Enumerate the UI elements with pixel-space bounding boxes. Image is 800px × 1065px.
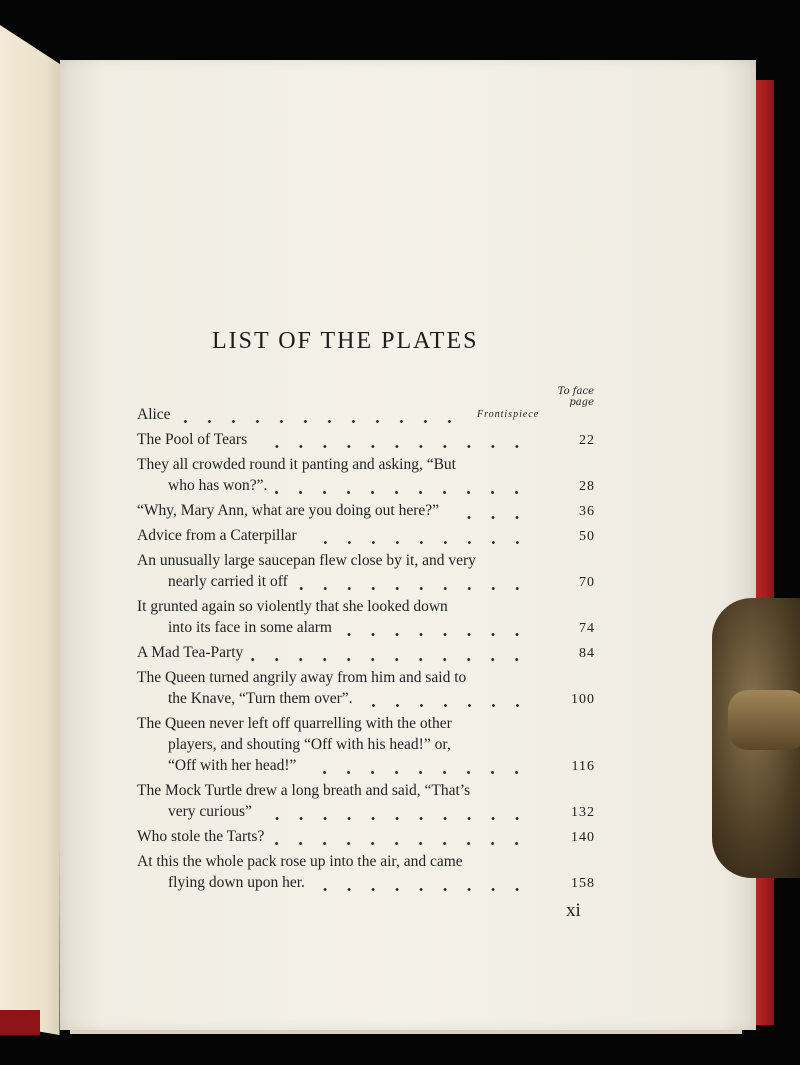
plate-caption-line: who has won?”. (168, 477, 268, 494)
plate-caption-last-line (137, 429, 595, 450)
plate-caption-last-line (137, 475, 595, 496)
plate-caption-line: The Mock Turtle drew a long breath and said, “That’s (137, 782, 471, 799)
dot-leader (275, 475, 535, 496)
dot-leader (251, 642, 535, 663)
plate-caption-line: players, and shouting “Off with his head!” or, (168, 736, 451, 753)
plate-entry (137, 596, 595, 638)
plate-caption-line: The Queen turned angrily away from him and said to (137, 669, 467, 686)
plate-entry (137, 404, 595, 425)
plate-caption-line: very curious” (168, 803, 252, 820)
plate-caption-last-line (137, 500, 595, 521)
plate-caption-line: nearly carried it off (168, 573, 288, 590)
dot-leader (272, 826, 535, 847)
dot-leader (340, 617, 535, 638)
plate-page-number: Frontispiece (477, 409, 540, 420)
plate-caption-line: They all crowded round it panting and asking, “But (137, 456, 456, 473)
plate-page-number: 74 (579, 621, 595, 636)
plate-caption-line: Advice from a Caterpillar (137, 527, 297, 544)
plate-caption-line: It grunted again so violently that she looked down (137, 598, 448, 615)
plate-caption-line: “Why, Mary Ann, what are you doing out here?” (137, 502, 440, 519)
plate-caption-line: The Queen never left off quarrelling with the other (137, 715, 452, 732)
plate-entry (137, 780, 595, 822)
column-header-line: page (569, 397, 594, 408)
plate-caption-last-line (137, 404, 595, 425)
plate-entry (137, 642, 595, 663)
plate-page-number: 22 (579, 433, 595, 448)
dot-leader (304, 755, 535, 776)
plate-page-number: 132 (571, 805, 595, 820)
plate-entry (137, 851, 595, 893)
plate-page-number: 28 (579, 479, 595, 494)
plate-caption-last-line (137, 755, 595, 776)
book-cover-corner (0, 1010, 40, 1035)
plate-caption-line: Who stole the Tarts? (137, 828, 265, 845)
plate-caption-last-line (137, 826, 595, 847)
plate-caption-last-line (137, 801, 595, 822)
plate-caption-last-line (137, 642, 595, 663)
plate-page-number: 50 (579, 529, 595, 544)
plate-caption-line: An unusually large saucepan flew close by it, and very (137, 552, 476, 569)
dot-leader (305, 525, 535, 546)
plate-caption-line: A Mad Tea-Party (137, 644, 244, 661)
plate-entry (137, 429, 595, 450)
plate-page-number: 140 (571, 830, 595, 845)
plate-caption-line: At this the whole pack rose up into the air, and came (137, 853, 463, 870)
plate-page-number: 70 (579, 575, 595, 590)
column-header-line: To face (557, 386, 594, 397)
dot-leader (179, 404, 467, 425)
plate-page-number: 100 (571, 692, 595, 707)
plate-caption-line: Alice (137, 406, 171, 423)
dot-leader (361, 688, 535, 709)
plate-caption-last-line (137, 872, 595, 893)
plate-caption-line: into its face in some alarm (168, 619, 332, 636)
plate-entry (137, 525, 595, 546)
plate-page-number: 36 (579, 504, 595, 519)
dot-leader (447, 500, 535, 521)
plate-entry (137, 500, 595, 521)
page-holder-clip-finger (728, 690, 800, 750)
plate-caption-last-line (137, 688, 595, 709)
plate-caption-last-line (137, 571, 595, 592)
dot-leader (296, 571, 535, 592)
plate-caption-last-line (137, 525, 595, 546)
plate-caption-line: flying down upon her. (168, 874, 305, 891)
left-page-edge (0, 25, 62, 1035)
page-title: LIST OF THE PLATES (212, 328, 479, 354)
plate-entry (137, 454, 595, 496)
plate-entry (137, 550, 595, 592)
plate-caption-line: The Pool of Tears (137, 431, 248, 448)
plate-caption-line: the Knave, “Turn them over”. (168, 690, 353, 707)
plate-caption-last-line (137, 617, 595, 638)
plate-page-number: 84 (579, 646, 595, 661)
dot-leader (255, 429, 535, 450)
plate-page-number: 116 (571, 759, 595, 774)
plate-page-number: 158 (571, 876, 595, 891)
dot-leader (260, 801, 535, 822)
plate-caption-line: “Off with her head!” (168, 757, 297, 774)
plate-entry (137, 826, 595, 847)
plate-entry (137, 667, 595, 709)
plate-entry (137, 713, 595, 776)
page-number: xi (566, 900, 581, 921)
dot-leader (313, 872, 535, 893)
plates-list (137, 404, 595, 893)
